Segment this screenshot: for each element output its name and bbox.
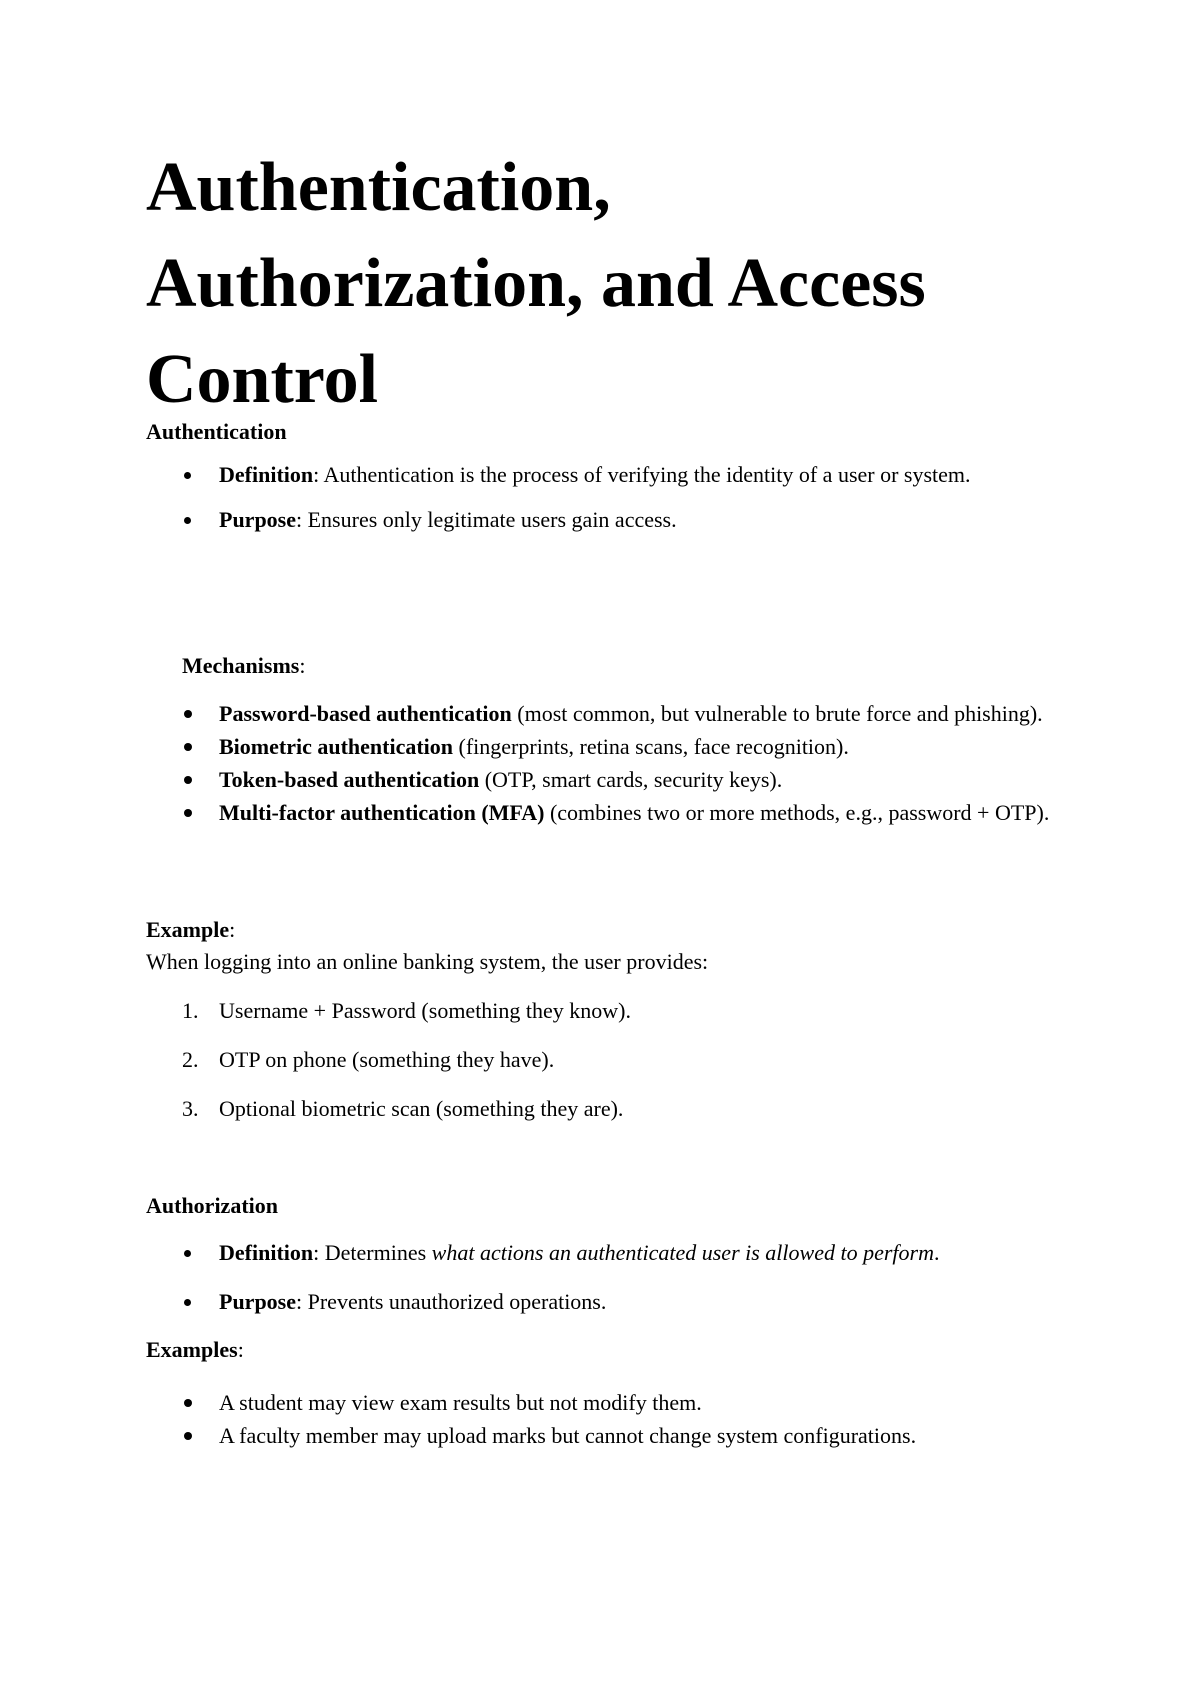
definition-label: Definition xyxy=(219,1240,314,1265)
document-title: Authentication, Authorization, and Access Control xyxy=(146,149,926,418)
purpose-text: : Ensures only legitimate users gain access. xyxy=(296,507,677,532)
example-step: 2. OTP on phone (something they have). xyxy=(182,1047,555,1072)
purpose-label: Purpose xyxy=(219,507,296,532)
authorization-heading: Authorization xyxy=(146,1193,278,1218)
authentication-overview-list xyxy=(146,458,1200,536)
authorization-purpose-item xyxy=(146,1285,1200,1318)
authentication-purpose-item xyxy=(146,503,1200,536)
mechanisms-heading xyxy=(182,652,305,680)
example-steps-list xyxy=(146,994,1200,1125)
mechanisms-list xyxy=(146,697,1200,829)
purpose-text: : Prevents unauthorized operations. xyxy=(296,1289,607,1314)
mechanism-item: Token-based authentication (OTP, smart cards, security keys). xyxy=(146,763,1200,796)
examples-colon: : xyxy=(237,1337,244,1362)
mechanism-item: Multi-factor authentication (MFA) (combines two or more methods, e.g., password + OTP). xyxy=(146,796,1200,829)
authorization-definition-item: Definition: Determines what actions an authenticated user is allowed to perform. xyxy=(146,1236,1200,1269)
example-label: Example xyxy=(146,917,230,942)
purpose-label: Purpose xyxy=(219,1289,296,1314)
example-colon: : xyxy=(229,917,236,942)
examples-heading xyxy=(146,1336,244,1364)
authorization-example-item: A faculty member may upload marks but cannot change system configurations. xyxy=(146,1419,1200,1452)
definition-label: Definition xyxy=(219,462,314,487)
authentication-heading: Authentication xyxy=(146,419,287,444)
example-heading xyxy=(146,916,235,944)
authorization-overview-list xyxy=(146,1236,1200,1318)
mechanisms-colon: : xyxy=(299,653,306,678)
examples-label: Examples xyxy=(146,1337,238,1362)
mechanisms-label: Mechanisms xyxy=(182,653,300,678)
authentication-definition-item xyxy=(146,458,1200,491)
mechanism-item: Biometric authentication (fingerprints, retina scans, face recognition). xyxy=(146,730,1200,763)
definition-text: : Authentication is the process of verifying the identity of a user or system. xyxy=(313,462,971,487)
authorization-examples-list xyxy=(146,1386,1200,1452)
authorization-example-item: A student may view exam results but not modify them. xyxy=(146,1386,1200,1419)
example-intro: When logging into an online banking system, the user provides: xyxy=(146,949,709,974)
example-step: 3. Optional biometric scan (something they are). xyxy=(182,1096,624,1121)
example-step: 1. Username + Password (something they know). xyxy=(182,998,632,1023)
mechanism-item: Password-based authentication (most common, but vulnerable to brute force and phishing). xyxy=(146,697,1200,730)
